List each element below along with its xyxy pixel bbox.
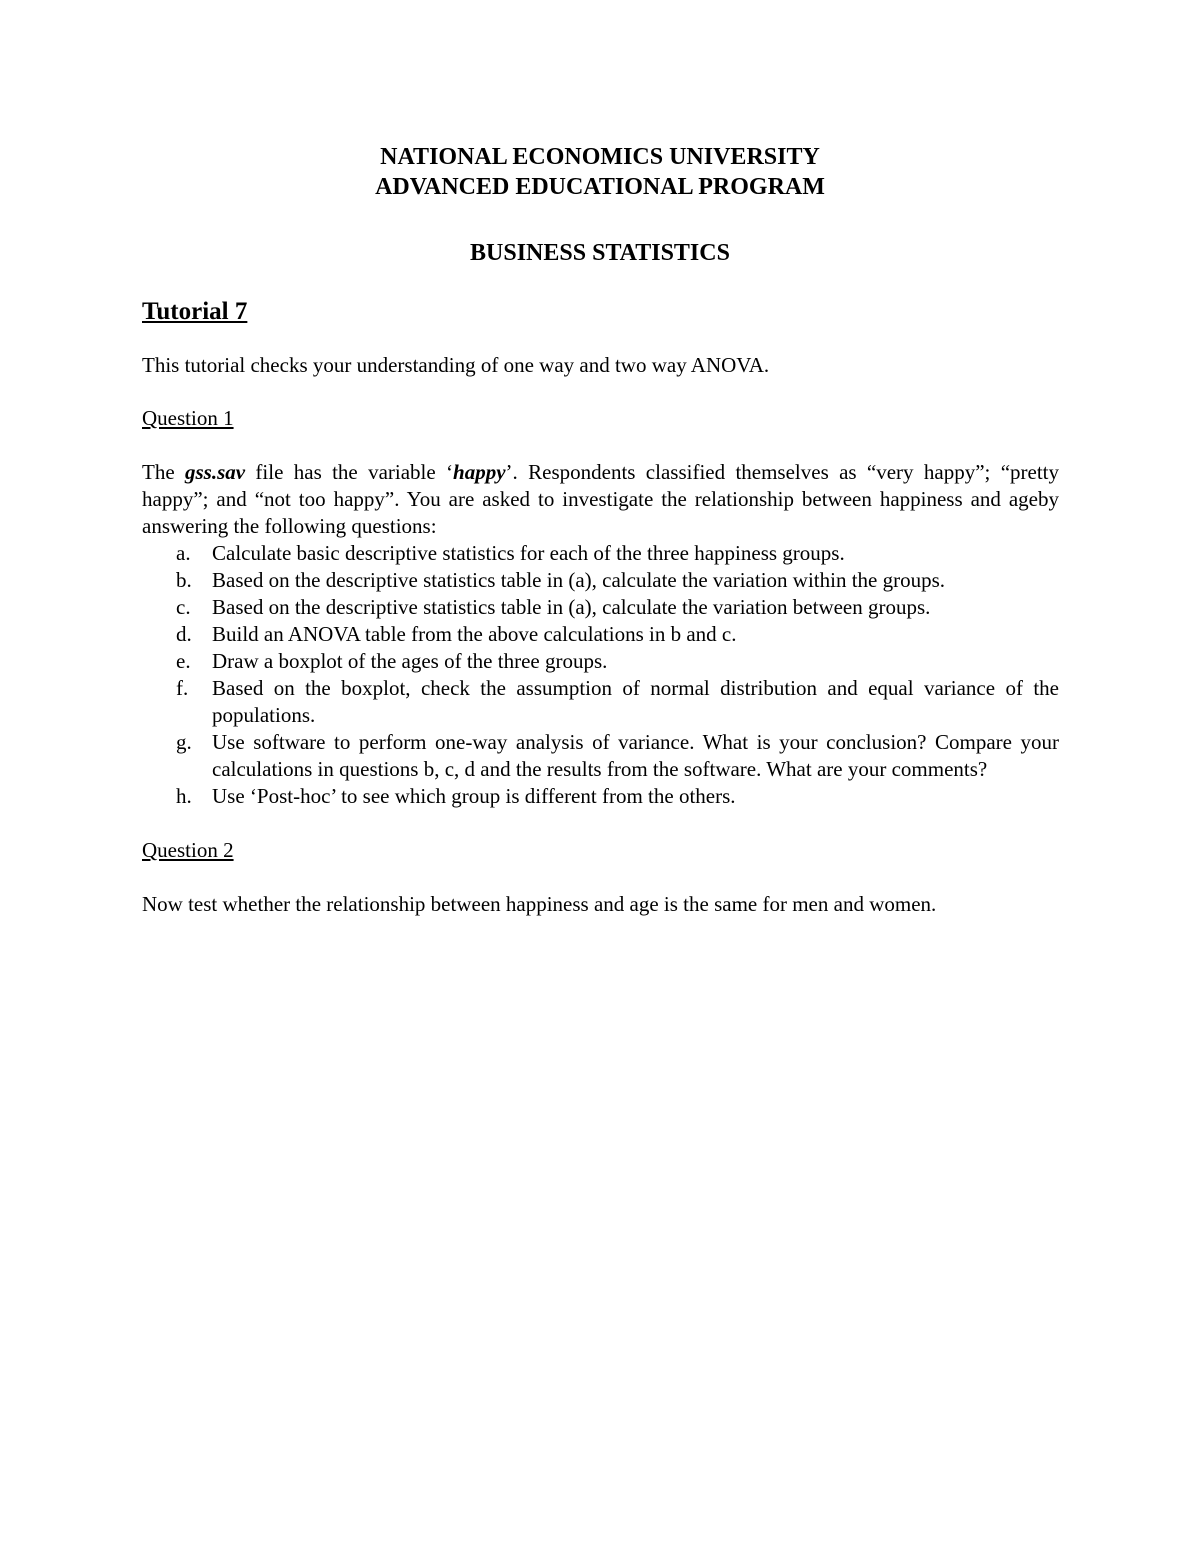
list-item-marker: h. <box>176 784 192 808</box>
list-item-marker: g. <box>176 730 192 754</box>
question-2-heading: Question 2 <box>142 838 234 862</box>
list-item-text: Draw a boxplot of the ages of the three groups. <box>212 649 608 673</box>
question-1-body <box>142 459 1059 540</box>
list-item-text: Build an ANOVA table from the above calculations in b and c. <box>212 622 737 646</box>
list-item <box>142 540 1059 567</box>
list-item-text: Based on the descriptive statistics table in (a), calculate the variation between groups. <box>212 595 931 619</box>
list-item <box>142 675 1059 729</box>
document-content <box>142 296 1059 918</box>
list-item <box>142 783 1059 810</box>
question-1-body-part1: The <box>142 460 185 484</box>
variable-name: happy <box>453 460 506 484</box>
question-2-body: Now test whether the relationship between happiness and age is the same for men and women. <box>142 892 937 916</box>
question-1-heading: Question 1 <box>142 406 234 430</box>
list-item-marker: f. <box>176 676 189 700</box>
list-item-marker: c. <box>176 595 191 619</box>
list-item-marker: d. <box>176 622 192 646</box>
list-item-marker: a. <box>176 541 191 565</box>
question-1-body-part3: ’. Respondents classified themselves as “very happy”; “pretty happy”; and “not too happy”. You are asked to investigate the relationship between happiness and ageby answering the following questions: <box>142 460 1060 538</box>
university-name: NATIONAL ECONOMICS UNIVERSITY <box>380 144 820 170</box>
tutorial-intro: This tutorial checks your understanding of one way and two way ANOVA. <box>142 353 770 377</box>
question-1-items <box>142 540 1059 810</box>
list-item <box>142 648 1059 675</box>
list-item <box>142 567 1059 594</box>
list-item-text: Calculate basic descriptive statistics for each of the three happiness groups. <box>212 541 845 565</box>
list-item <box>142 621 1059 648</box>
list-item-marker: e. <box>176 649 191 673</box>
list-item <box>142 594 1059 621</box>
list-item-text: Use software to perform one-way analysis of variance. What is your conclusion? Compare your calculations in questions b, c, d and the results from the software. What are your comments? <box>212 730 1059 781</box>
list-item-text: Use ‘Post-hoc’ to see which group is different from the others. <box>212 784 736 808</box>
list-item-text: Based on the boxplot, check the assumption of normal distribution and equal variance of the populations. <box>212 676 1059 727</box>
list-item <box>142 729 1059 783</box>
question-1-body-part2: file has the variable ‘ <box>245 460 454 484</box>
tutorial-title: Tutorial 7 <box>142 298 248 325</box>
list-item-text: Based on the descriptive statistics table in (a), calculate the variation within the groups. <box>212 568 946 592</box>
program-name: ADVANCED EDUCATIONAL PROGRAM <box>375 174 825 200</box>
file-name: gss.sav <box>185 460 246 484</box>
list-item-marker: b. <box>176 568 192 592</box>
document-header <box>0 142 1200 202</box>
course-title: BUSINESS STATISTICS <box>470 240 730 266</box>
